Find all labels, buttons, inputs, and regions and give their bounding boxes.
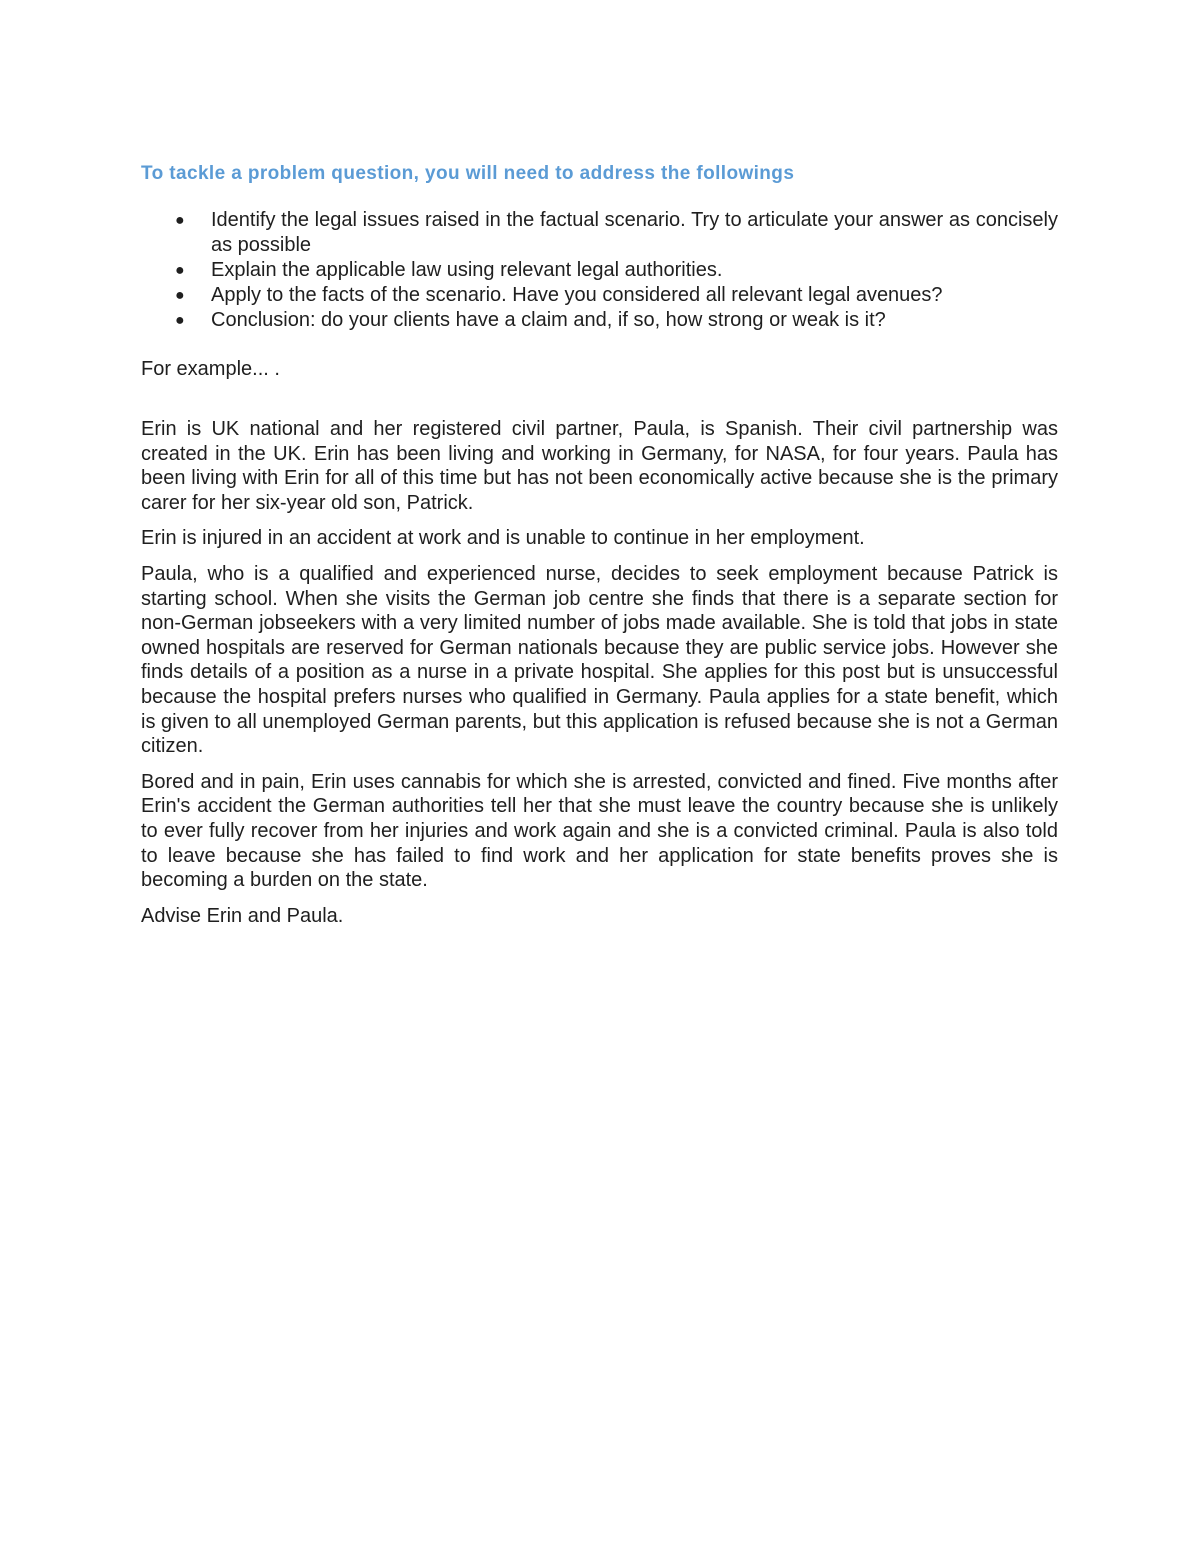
list-item-text: Identify the legal issues raised in the factual scenario. Try to articulate your answer as concisely as possible <box>211 209 1058 256</box>
instruction-list <box>141 208 1058 333</box>
scenario-paragraph: Paula, who is a qualified and experienced nurse, decides to seek employment because Patrick is starting school. When she visits the German job centre she finds that there is a separate section for non-German jobseekers with a very limited number of jobs made available. She is told that jobs in state owned hospitals are reserved for German nationals because they are public service jobs. However she finds details of a position as a nurse in a private hospital. She applies for this post but is unsuccessful because the hospital prefers nurses who qualified in Germany. Paula applies for a state benefit, which is given to all unemployed German parents, but this application is refused because she is not a German citizen. <box>141 562 1058 758</box>
example-intro: For example... . <box>141 358 280 380</box>
list-item-text: Conclusion: do your clients have a claim and, if so, how strong or weak is it? <box>211 309 886 331</box>
list-item <box>141 258 1058 283</box>
list-item <box>141 283 1058 308</box>
list-item <box>141 208 1058 258</box>
list-item-text: Explain the applicable law using relevant legal authorities. <box>211 259 723 281</box>
closing-instruction: Advise Erin and Paula. <box>141 904 344 927</box>
bullet-icon: ● <box>175 312 185 329</box>
scenario-paragraph: Erin is UK national and her registered civil partner, Paula, is Spanish. Their civil partnership was created in the UK. Erin has been living and working in Germany, for NASA, for four years. Paula has been living with Erin for all of this time but has not been economically active because she is the primary carer for her six-year old son, Patrick. <box>141 418 1058 514</box>
bullet-icon: ● <box>175 212 185 229</box>
list-item-text: Apply to the facts of the scenario. Have you considered all relevant legal avenues? <box>211 284 943 306</box>
scenario-paragraph: Bored and in pain, Erin uses cannabis for which she is arrested, convicted and fined. Five months after Erin's accident the German authorities tell her that she must leave the country because she is unlikely to ever fully recover from her injuries and work again and she is a convicted criminal. Paula is also told to leave because she has failed to find work and her application for state benefits proves she is becoming a burden on the state. <box>141 770 1058 892</box>
list-item <box>141 308 1058 333</box>
document-body <box>141 160 1058 939</box>
bullet-icon: ● <box>175 262 185 279</box>
bullet-icon: ● <box>175 287 185 304</box>
section-heading: To tackle a problem question, you will need to address the followings <box>141 163 795 184</box>
scenario-paragraph: Erin is injured in an accident at work and is unable to continue in her employment. <box>141 527 865 550</box>
